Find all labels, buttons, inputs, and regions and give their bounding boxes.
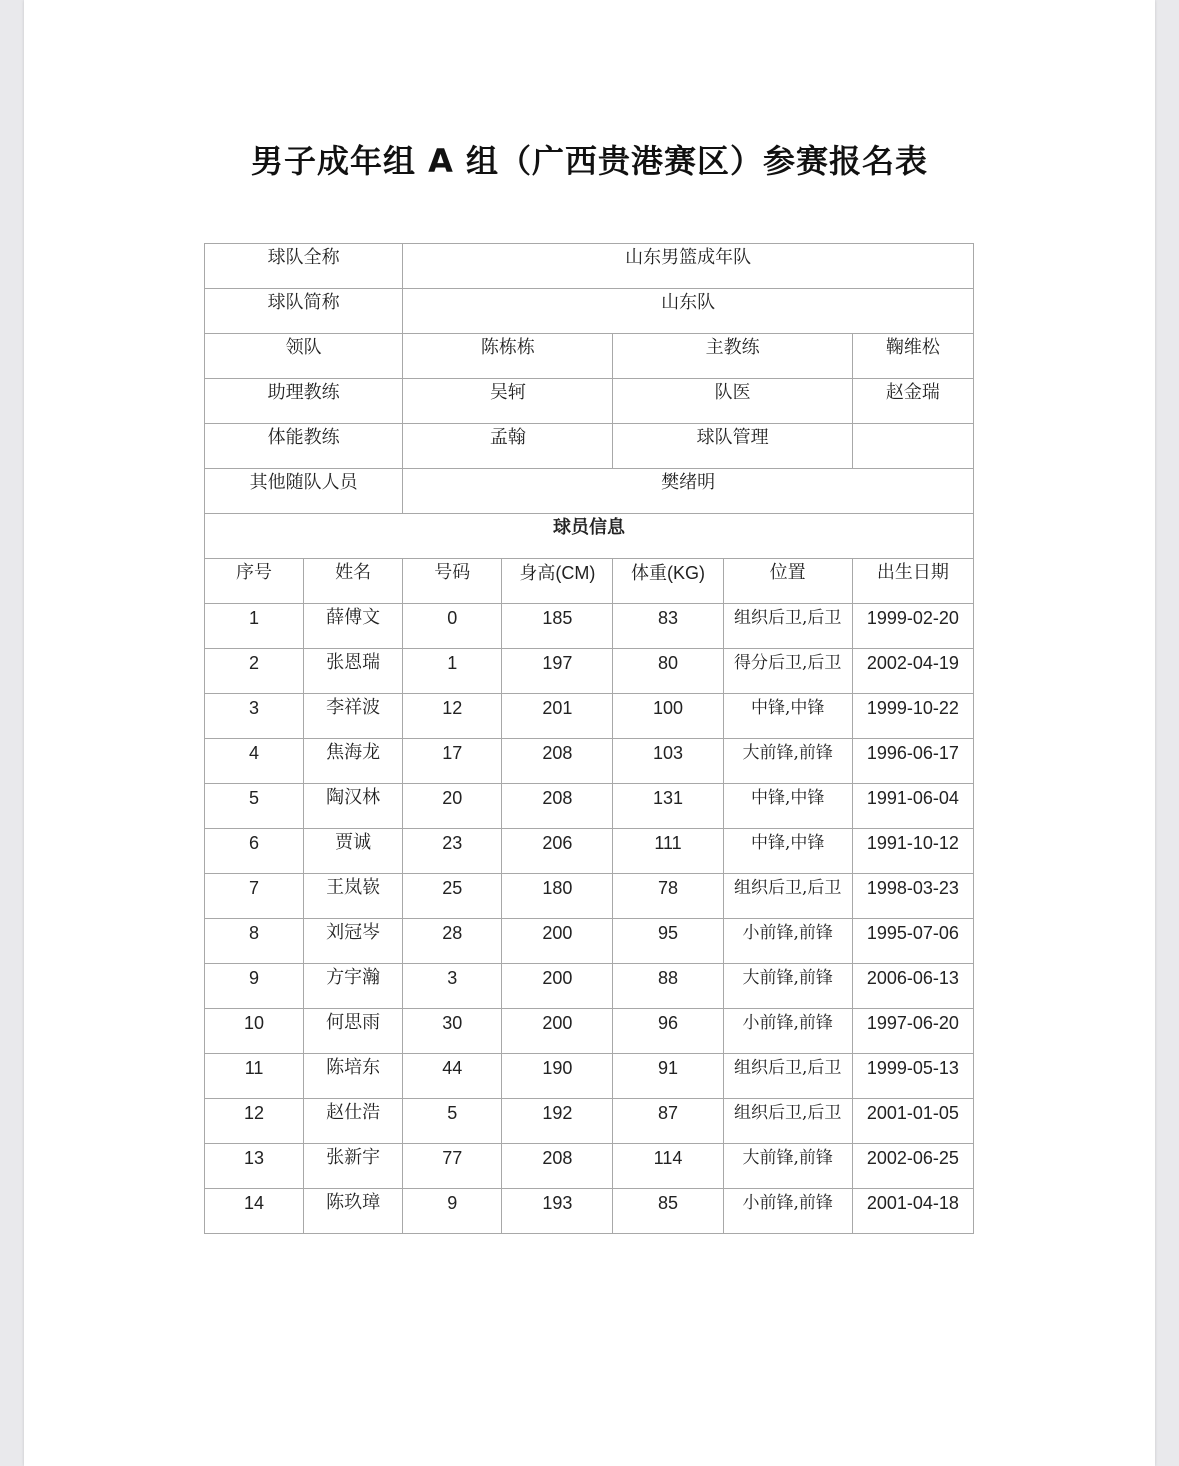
player-index: 1 <box>205 604 304 649</box>
fitness-coach-value: 孟翰 <box>403 424 613 469</box>
team-short-name-value: 山东队 <box>403 289 974 334</box>
player-name: 薛傅文 <box>304 604 403 649</box>
team-full-name-row <box>205 244 974 289</box>
player-position: 小前锋,前锋 <box>723 1009 852 1054</box>
player-birthdate: 2002-06-25 <box>852 1144 973 1189</box>
player-height: 200 <box>502 964 613 1009</box>
page-title: 男子成年组 A 组（广西贵港赛区）参赛报名表 <box>250 142 929 180</box>
player-number: 44 <box>403 1054 502 1099</box>
column-header-number: 号码 <box>403 559 502 604</box>
player-height: 200 <box>502 1009 613 1054</box>
column-header-position: 位置 <box>723 559 852 604</box>
player-birthdate: 1991-06-04 <box>852 784 973 829</box>
player-position: 大前锋,前锋 <box>723 1144 852 1189</box>
leader-label: 领队 <box>205 334 403 379</box>
player-position: 小前锋,前锋 <box>723 1189 852 1234</box>
player-name: 陶汉林 <box>304 784 403 829</box>
player-row <box>205 694 974 739</box>
player-number: 0 <box>403 604 502 649</box>
team-full-name-value: 山东男篮成年队 <box>403 244 974 289</box>
player-birthdate: 1997-06-20 <box>852 1009 973 1054</box>
player-position: 小前锋,前锋 <box>723 919 852 964</box>
player-name: 贾诚 <box>304 829 403 874</box>
player-index: 5 <box>205 784 304 829</box>
players-header-row <box>205 559 974 604</box>
player-row <box>205 1099 974 1144</box>
player-birthdate: 1991-10-12 <box>852 829 973 874</box>
team-short-name-row <box>205 289 974 334</box>
others-row <box>205 469 974 514</box>
player-index: 7 <box>205 874 304 919</box>
player-row <box>205 964 974 1009</box>
player-row <box>205 919 974 964</box>
player-name: 张新宇 <box>304 1144 403 1189</box>
others-label: 其他随队人员 <box>205 469 403 514</box>
player-index: 13 <box>205 1144 304 1189</box>
player-height: 192 <box>502 1099 613 1144</box>
player-index: 11 <box>205 1054 304 1099</box>
player-weight: 80 <box>613 649 723 694</box>
player-row <box>205 829 974 874</box>
manager-value <box>852 424 973 469</box>
player-birthdate: 1999-02-20 <box>852 604 973 649</box>
player-index: 2 <box>205 649 304 694</box>
others-value: 樊绪明 <box>403 469 974 514</box>
player-height: 208 <box>502 739 613 784</box>
head-coach-value: 鞠维松 <box>852 334 973 379</box>
player-row <box>205 604 974 649</box>
player-birthdate: 2001-04-18 <box>852 1189 973 1234</box>
player-row <box>205 649 974 694</box>
players-section-row <box>205 514 974 559</box>
player-name: 李祥波 <box>304 694 403 739</box>
player-birthdate: 2006-06-13 <box>852 964 973 1009</box>
player-name: 陈玖璋 <box>304 1189 403 1234</box>
player-index: 6 <box>205 829 304 874</box>
player-position: 中锋,中锋 <box>723 694 852 739</box>
player-name: 陈培东 <box>304 1054 403 1099</box>
player-height: 180 <box>502 874 613 919</box>
player-position: 中锋,中锋 <box>723 784 852 829</box>
player-number: 12 <box>403 694 502 739</box>
player-birthdate: 1995-07-06 <box>852 919 973 964</box>
player-position: 中锋,中锋 <box>723 829 852 874</box>
player-name: 刘冠岑 <box>304 919 403 964</box>
player-index: 9 <box>205 964 304 1009</box>
player-name: 方宇瀚 <box>304 964 403 1009</box>
player-birthdate: 1999-10-22 <box>852 694 973 739</box>
player-height: 193 <box>502 1189 613 1234</box>
player-number: 9 <box>403 1189 502 1234</box>
player-weight: 88 <box>613 964 723 1009</box>
fitness-row <box>205 424 974 469</box>
player-index: 12 <box>205 1099 304 1144</box>
player-number: 77 <box>403 1144 502 1189</box>
player-weight: 96 <box>613 1009 723 1054</box>
player-index: 14 <box>205 1189 304 1234</box>
player-name: 何思雨 <box>304 1009 403 1054</box>
player-name: 王岚嵚 <box>304 874 403 919</box>
player-height: 208 <box>502 784 613 829</box>
player-index: 3 <box>205 694 304 739</box>
column-header-index: 序号 <box>205 559 304 604</box>
assistant-coach-value: 吴轲 <box>403 379 613 424</box>
player-birthdate: 1999-05-13 <box>852 1054 973 1099</box>
player-position: 得分后卫,后卫 <box>723 649 852 694</box>
player-number: 1 <box>403 649 502 694</box>
manager-label: 球队管理 <box>613 424 852 469</box>
player-name: 张恩瑞 <box>304 649 403 694</box>
player-weight: 100 <box>613 694 723 739</box>
fitness-coach-label: 体能教练 <box>205 424 403 469</box>
player-height: 208 <box>502 1144 613 1189</box>
player-weight: 87 <box>613 1099 723 1144</box>
player-birthdate: 1996-06-17 <box>852 739 973 784</box>
player-number: 25 <box>403 874 502 919</box>
player-weight: 78 <box>613 874 723 919</box>
doctor-label: 队医 <box>613 379 852 424</box>
player-name: 焦海龙 <box>304 739 403 784</box>
player-row <box>205 739 974 784</box>
player-number: 5 <box>403 1099 502 1144</box>
team-full-name-label: 球队全称 <box>205 244 403 289</box>
player-index: 4 <box>205 739 304 784</box>
player-number: 3 <box>403 964 502 1009</box>
document-page <box>24 0 1155 1466</box>
assistant-row <box>205 379 974 424</box>
player-birthdate: 2001-01-05 <box>852 1099 973 1144</box>
player-height: 200 <box>502 919 613 964</box>
player-row <box>205 1009 974 1054</box>
team-short-name-label: 球队简称 <box>205 289 403 334</box>
player-row <box>205 784 974 829</box>
player-position: 组织后卫,后卫 <box>723 1054 852 1099</box>
player-position: 大前锋,前锋 <box>723 739 852 784</box>
doctor-value: 赵金瑞 <box>852 379 973 424</box>
player-weight: 83 <box>613 604 723 649</box>
column-header-birthdate: 出生日期 <box>852 559 973 604</box>
player-row <box>205 874 974 919</box>
registration-table <box>204 243 974 1234</box>
player-position: 组织后卫,后卫 <box>723 1099 852 1144</box>
player-position: 组织后卫,后卫 <box>723 874 852 919</box>
player-number: 17 <box>403 739 502 784</box>
player-weight: 91 <box>613 1054 723 1099</box>
player-index: 8 <box>205 919 304 964</box>
player-height: 201 <box>502 694 613 739</box>
player-index: 10 <box>205 1009 304 1054</box>
head-coach-label: 主教练 <box>613 334 852 379</box>
player-weight: 85 <box>613 1189 723 1234</box>
player-weight: 103 <box>613 739 723 784</box>
player-position: 组织后卫,后卫 <box>723 604 852 649</box>
player-name: 赵仕浩 <box>304 1099 403 1144</box>
player-number: 23 <box>403 829 502 874</box>
leader-row <box>205 334 974 379</box>
player-height: 197 <box>502 649 613 694</box>
player-height: 206 <box>502 829 613 874</box>
player-weight: 131 <box>613 784 723 829</box>
player-number: 28 <box>403 919 502 964</box>
player-weight: 114 <box>613 1144 723 1189</box>
assistant-coach-label: 助理教练 <box>205 379 403 424</box>
leader-value: 陈栋栋 <box>403 334 613 379</box>
player-row <box>205 1189 974 1234</box>
player-birthdate: 1998-03-23 <box>852 874 973 919</box>
column-header-height: 身高(CM) <box>502 559 613 604</box>
player-position: 大前锋,前锋 <box>723 964 852 1009</box>
player-weight: 95 <box>613 919 723 964</box>
players-section-label: 球员信息 <box>205 514 974 559</box>
column-header-weight: 体重(KG) <box>613 559 723 604</box>
player-height: 185 <box>502 604 613 649</box>
player-number: 20 <box>403 784 502 829</box>
column-header-name: 姓名 <box>304 559 403 604</box>
player-birthdate: 2002-04-19 <box>852 649 973 694</box>
player-row <box>205 1144 974 1189</box>
player-row <box>205 1054 974 1099</box>
player-number: 30 <box>403 1009 502 1054</box>
player-weight: 111 <box>613 829 723 874</box>
player-height: 190 <box>502 1054 613 1099</box>
